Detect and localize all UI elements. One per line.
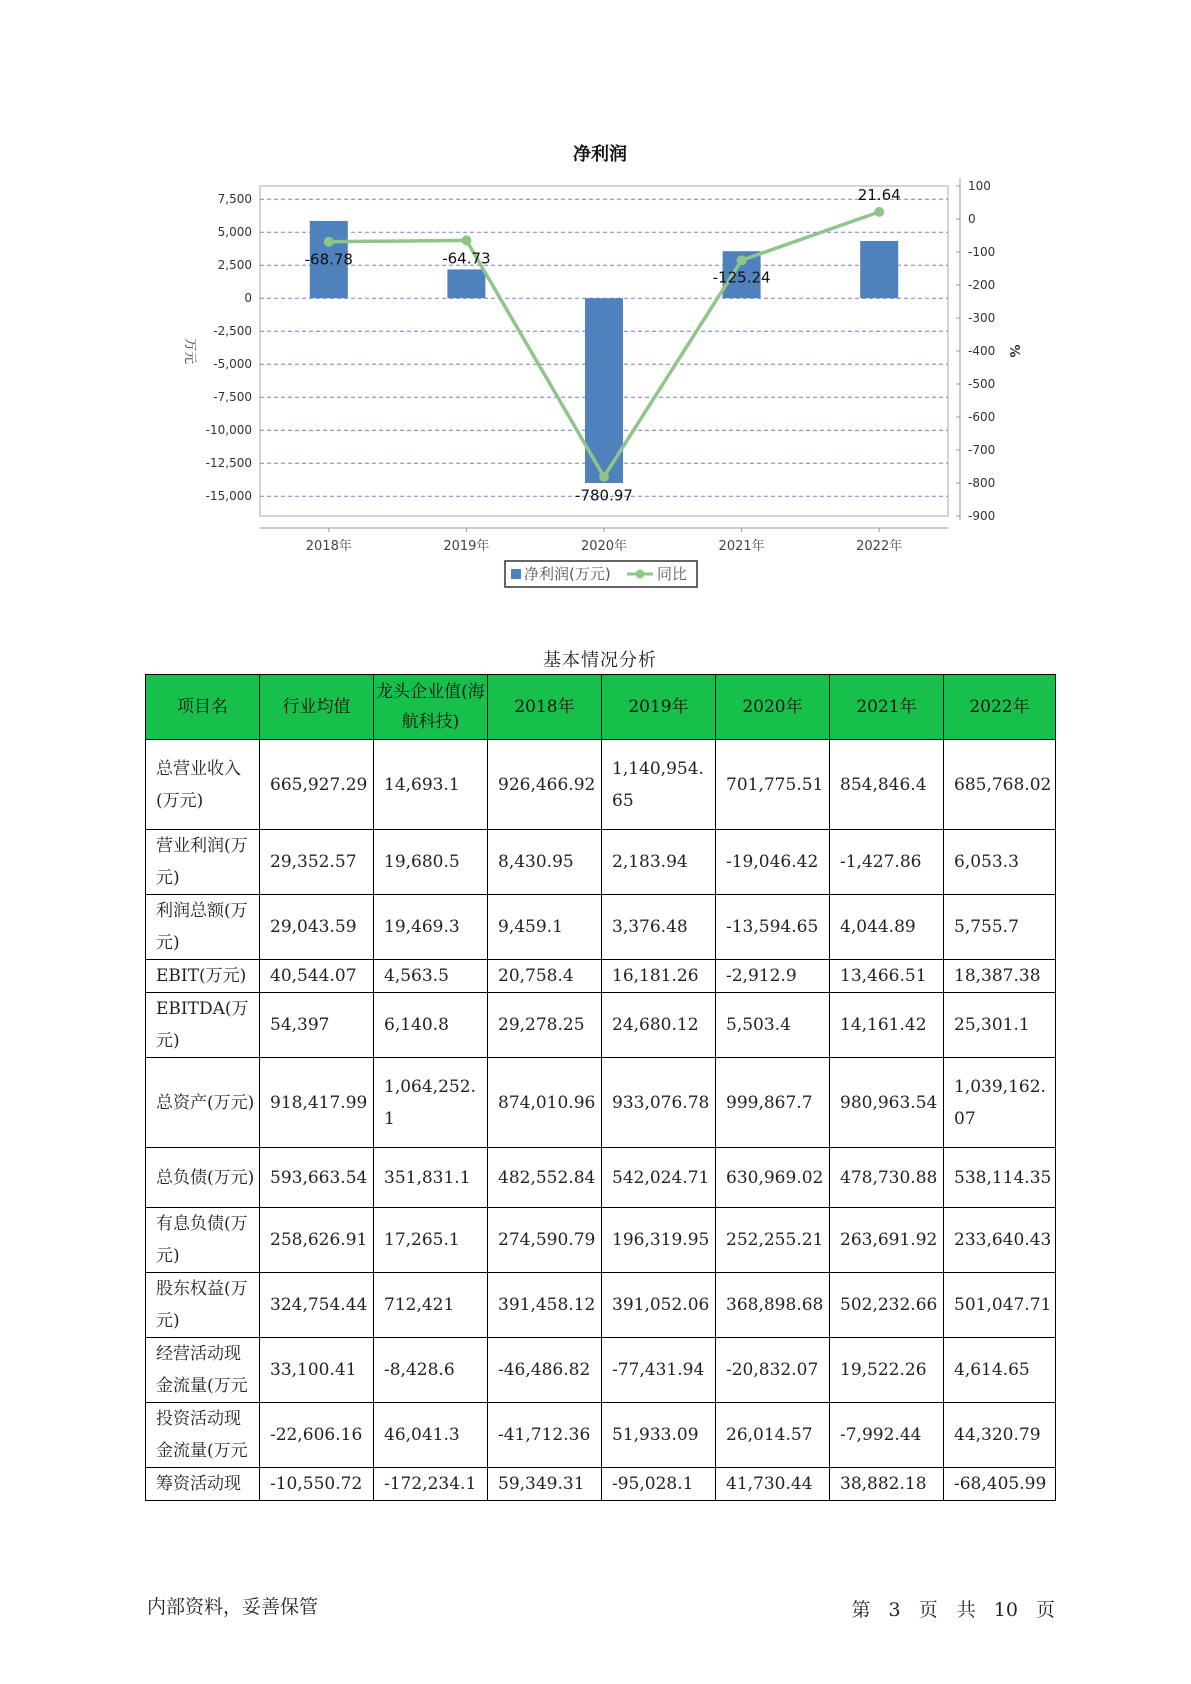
value-cell: 593,663.54 — [260, 1148, 374, 1208]
value-cell: 933,076.78 — [602, 1058, 716, 1148]
row-label-cell: EBITDA(万元) — [146, 993, 260, 1058]
value-cell: 351,831.1 — [374, 1148, 488, 1208]
table-row — [146, 1338, 1056, 1403]
header-cell: 2018年 — [488, 675, 602, 740]
value-cell: 542,024.71 — [602, 1148, 716, 1208]
value-cell: 59,349.31 — [488, 1468, 602, 1501]
right-tick-label: -400 — [968, 344, 996, 358]
value-cell: 6,140.8 — [374, 993, 488, 1058]
value-cell: -95,028.1 — [602, 1468, 716, 1501]
value-cell: 25,301.1 — [944, 993, 1056, 1058]
header-cell: 2019年 — [602, 675, 716, 740]
row-label-cell: 总资产(万元) — [146, 1058, 260, 1148]
row-label-cell: 有息负债(万元) — [146, 1208, 260, 1273]
page-suffix: 页 — [1035, 1599, 1055, 1621]
value-cell: 482,552.84 — [488, 1148, 602, 1208]
legend-line-label: 同比 — [657, 565, 688, 583]
value-cell: 3,376.48 — [602, 895, 716, 960]
basic-analysis-table — [145, 674, 1056, 1501]
value-cell: 14,693.1 — [374, 740, 488, 830]
value-cell: 4,614.65 — [944, 1338, 1056, 1403]
value-cell: 19,522.26 — [830, 1338, 944, 1403]
value-cell: 854,846.4 — [830, 740, 944, 830]
value-cell: 685,768.02 — [944, 740, 1056, 830]
table-row — [146, 993, 1056, 1058]
row-label-cell: 投资活动现金流量(万元 — [146, 1403, 260, 1468]
left-tick-label: 0 — [244, 291, 252, 306]
row-label-cell: 总负债(万元) — [146, 1148, 260, 1208]
x-tick-label: 2019年 — [443, 539, 490, 554]
x-tick-label: 2018年 — [305, 539, 352, 554]
row-label-cell: 营业利润(万元) — [146, 830, 260, 895]
left-tick-label: -2,500 — [213, 324, 252, 339]
value-cell: 538,114.35 — [944, 1148, 1056, 1208]
yoy-data-label: -780.97 — [575, 486, 633, 505]
bar — [447, 269, 485, 298]
table-row — [146, 740, 1056, 830]
value-cell: 980,963.54 — [830, 1058, 944, 1148]
value-cell: 51,933.09 — [602, 1403, 716, 1468]
value-cell: 391,052.06 — [602, 1273, 716, 1338]
value-cell: -8,428.6 — [374, 1338, 488, 1403]
value-cell: 712,421 — [374, 1273, 488, 1338]
x-tick-label: 2022年 — [856, 539, 903, 554]
header-cell: 2020年 — [716, 675, 830, 740]
value-cell: -46,486.82 — [488, 1338, 602, 1403]
value-cell: 4,563.5 — [374, 960, 488, 993]
value-cell: 19,680.5 — [374, 830, 488, 895]
page-current: 3 — [888, 1599, 901, 1621]
page-prefix: 第 — [851, 1599, 871, 1621]
right-tick-label: -300 — [968, 311, 996, 325]
value-cell: 630,969.02 — [716, 1148, 830, 1208]
value-cell: 252,255.21 — [716, 1208, 830, 1273]
table-row — [146, 1468, 1056, 1501]
table-header-row — [146, 675, 1056, 740]
page-number — [845, 1595, 1055, 1622]
value-cell: 233,640.43 — [944, 1208, 1056, 1273]
legend — [505, 561, 697, 587]
value-cell: -13,594.65 — [716, 895, 830, 960]
value-cell: 17,265.1 — [374, 1208, 488, 1273]
value-cell: -19,046.42 — [716, 830, 830, 895]
right-tick-label: -800 — [968, 476, 996, 490]
left-tick-label: 7,500 — [217, 192, 252, 207]
value-cell: 2,183.94 — [602, 830, 716, 895]
value-cell: 14,161.42 — [830, 993, 944, 1058]
legend-line-marker — [636, 570, 645, 579]
x-tick-label: 2020年 — [580, 539, 628, 554]
value-cell: 999,867.7 — [716, 1058, 830, 1148]
header-cell: 2022年 — [944, 675, 1056, 740]
value-cell: -20,832.07 — [716, 1338, 830, 1403]
left-tick-label: 2,500 — [217, 258, 252, 273]
footer-confidential: 内部资料，妥善保管 — [147, 1596, 319, 1618]
yoy-data-label: 21.64 — [857, 185, 901, 204]
value-cell: 29,352.57 — [260, 830, 374, 895]
row-label-cell: EBIT(万元) — [146, 960, 260, 993]
page-mid: 页 共 — [918, 1599, 976, 1621]
right-axis — [956, 178, 995, 523]
left-axis — [206, 192, 252, 503]
left-tick-label: 5,000 — [217, 225, 252, 240]
value-cell: 54,397 — [260, 993, 374, 1058]
value-cell: 258,626.91 — [260, 1208, 374, 1273]
value-cell: 274,590.79 — [488, 1208, 602, 1273]
net-profit-chart — [0, 0, 1191, 620]
left-tick-label: -10,000 — [205, 423, 252, 438]
value-cell: 501,047.71 — [944, 1273, 1056, 1338]
x-tick-label: 2021年 — [718, 539, 765, 554]
value-cell: 391,458.12 — [488, 1273, 602, 1338]
row-label-cell: 股东权益(万元) — [146, 1273, 260, 1338]
row-label-cell: 总营业收入(万元) — [146, 740, 260, 830]
value-cell: -2,912.9 — [716, 960, 830, 993]
value-cell: 38,882.18 — [830, 1468, 944, 1501]
table-caption: 基本情况分析 — [543, 650, 657, 671]
chart-title: 净利润 — [573, 144, 627, 165]
left-tick-label: -5,000 — [213, 357, 252, 372]
value-cell: -1,427.86 — [830, 830, 944, 895]
x-axis — [260, 528, 948, 554]
value-cell: 478,730.88 — [830, 1148, 944, 1208]
left-axis-label: 万元 — [182, 337, 197, 365]
value-cell: 926,466.92 — [488, 740, 602, 830]
value-cell: 918,417.99 — [260, 1058, 374, 1148]
value-cell: 13,466.51 — [830, 960, 944, 993]
value-cell: 874,010.96 — [488, 1058, 602, 1148]
yoy-data-label: -68.78 — [304, 250, 353, 269]
value-cell: -77,431.94 — [602, 1338, 716, 1403]
table-row — [146, 1208, 1056, 1273]
yoy-point — [461, 235, 471, 245]
yoy-data-label: -125.24 — [712, 268, 771, 287]
value-cell: -22,606.16 — [260, 1403, 374, 1468]
value-cell: 368,898.68 — [716, 1273, 830, 1338]
table-row — [146, 895, 1056, 960]
table-row — [146, 830, 1056, 895]
yoy-point — [599, 472, 609, 482]
right-tick-label: 100 — [968, 179, 991, 193]
value-cell: 324,754.44 — [260, 1273, 374, 1338]
value-cell: 26,014.57 — [716, 1403, 830, 1468]
right-tick-label: -600 — [968, 410, 996, 424]
table-row — [146, 1148, 1056, 1208]
bar — [860, 241, 898, 298]
yoy-point — [324, 237, 334, 247]
value-cell: -10,550.72 — [260, 1468, 374, 1501]
value-cell: 1,039,162.07 — [944, 1058, 1056, 1148]
header-cell: 龙头企业值(海航科技) — [374, 675, 488, 740]
row-label-cell: 经营活动现金流量(万元 — [146, 1338, 260, 1403]
table-row — [146, 1058, 1056, 1148]
right-axis-label: % — [1006, 344, 1021, 358]
table-row — [146, 960, 1056, 993]
value-cell: 46,041.3 — [374, 1403, 488, 1468]
right-tick-label: -700 — [968, 443, 996, 457]
page-total: 10 — [993, 1599, 1018, 1621]
value-cell: 16,181.26 — [602, 960, 716, 993]
value-cell: 5,755.7 — [944, 895, 1056, 960]
row-label-cell: 筹资活动现 — [146, 1468, 260, 1501]
value-cell: 19,469.3 — [374, 895, 488, 960]
legend-bar-label: 净利润(万元) — [524, 565, 611, 583]
value-cell: 6,053.3 — [944, 830, 1056, 895]
value-cell: -41,712.36 — [488, 1403, 602, 1468]
value-cell: 8,430.95 — [488, 830, 602, 895]
header-cell: 2021年 — [830, 675, 944, 740]
left-tick-label: -15,000 — [205, 489, 252, 504]
right-tick-label: -100 — [968, 245, 996, 259]
value-cell: 1,140,954.65 — [602, 740, 716, 830]
yoy-data-label: -64.73 — [442, 249, 491, 268]
yoy-point — [874, 207, 884, 217]
value-cell: 29,043.59 — [260, 895, 374, 960]
right-tick-label: -500 — [968, 377, 996, 391]
legend-bar-swatch — [511, 569, 521, 579]
value-cell: 24,680.12 — [602, 993, 716, 1058]
value-cell: -7,992.44 — [830, 1403, 944, 1468]
value-cell: 196,319.95 — [602, 1208, 716, 1273]
value-cell: 29,278.25 — [488, 993, 602, 1058]
value-cell: 1,064,252.1 — [374, 1058, 488, 1148]
table-row — [146, 1273, 1056, 1338]
value-cell: 9,459.1 — [488, 895, 602, 960]
table-row — [146, 1403, 1056, 1468]
header-cell: 项目名 — [146, 675, 260, 740]
value-cell: -68,405.99 — [944, 1468, 1056, 1501]
row-label-cell: 利润总额(万元) — [146, 895, 260, 960]
value-cell: 502,232.66 — [830, 1273, 944, 1338]
value-cell: 40,544.07 — [260, 960, 374, 993]
value-cell: 665,927.29 — [260, 740, 374, 830]
value-cell: 263,691.92 — [830, 1208, 944, 1273]
value-cell: 41,730.44 — [716, 1468, 830, 1501]
right-tick-label: -200 — [968, 278, 996, 292]
left-tick-label: -7,500 — [213, 390, 252, 405]
header-cell: 行业均值 — [260, 675, 374, 740]
value-cell: 4,044.89 — [830, 895, 944, 960]
value-cell: 18,387.38 — [944, 960, 1056, 993]
value-cell: -172,234.1 — [374, 1468, 488, 1501]
value-cell: 20,758.4 — [488, 960, 602, 993]
value-cell: 33,100.41 — [260, 1338, 374, 1403]
value-cell: 44,320.79 — [944, 1403, 1056, 1468]
right-tick-label: -900 — [968, 509, 996, 523]
left-tick-label: -12,500 — [205, 456, 252, 471]
value-cell: 5,503.4 — [716, 993, 830, 1058]
right-tick-label: 0 — [968, 212, 976, 226]
yoy-point — [737, 255, 747, 265]
value-cell: 701,775.51 — [716, 740, 830, 830]
